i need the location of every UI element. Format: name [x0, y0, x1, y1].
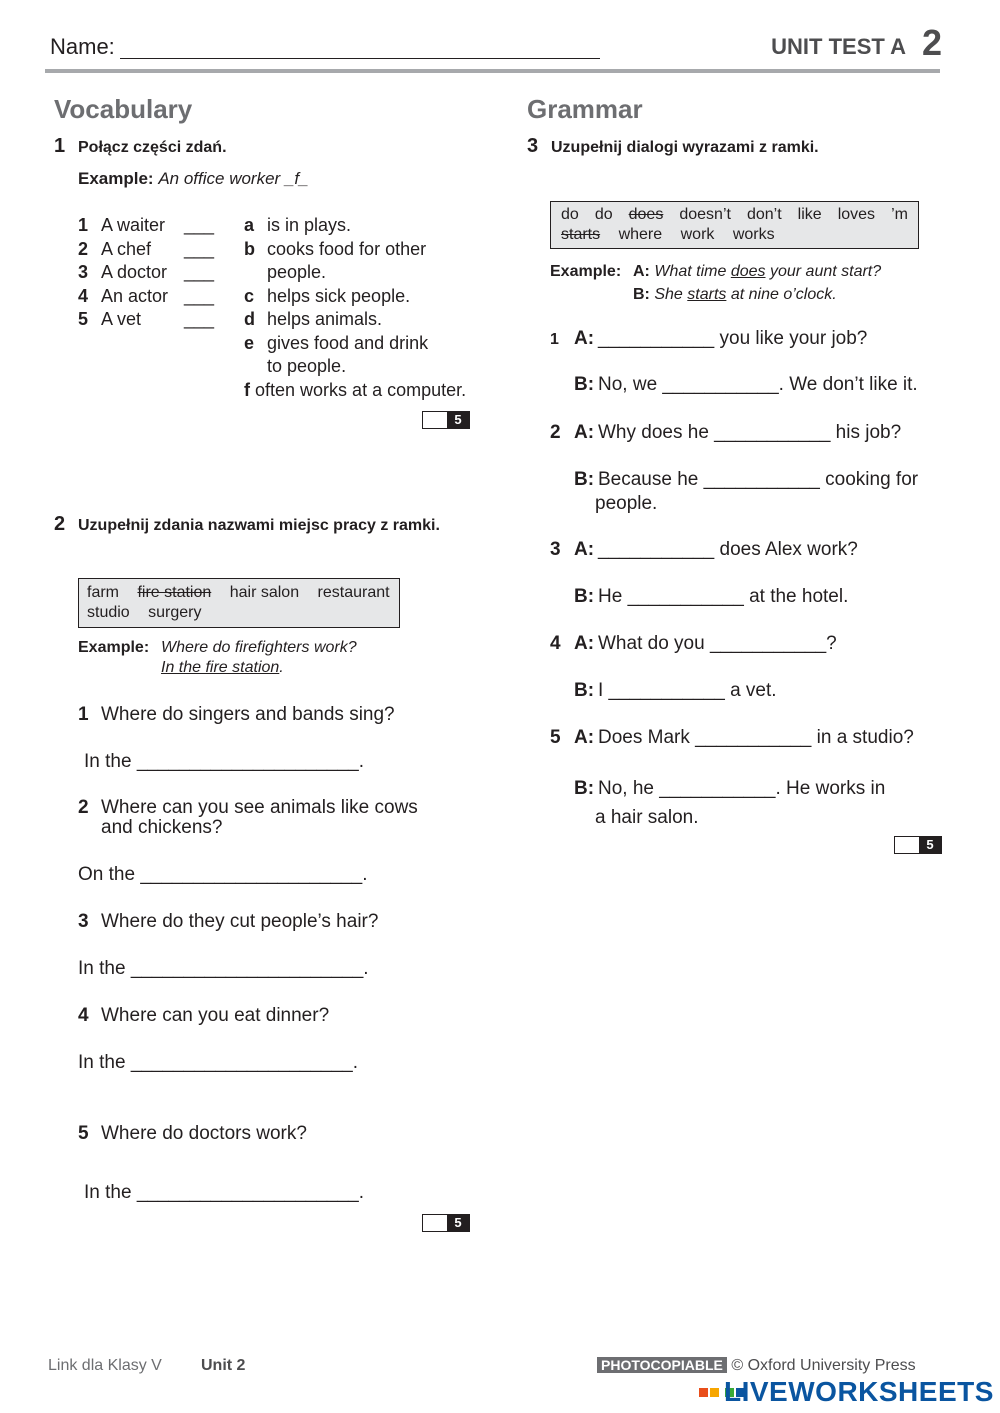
dialogue-line-b: B: Because he ___________ cooking for people. — [574, 469, 919, 514]
exercise-2-score-box: 5 — [422, 1214, 470, 1232]
dialogue-blank[interactable]: Why does he ___________ his job? — [598, 422, 902, 443]
footer-copyright-block — [597, 1357, 916, 1375]
match-item: 4 An actor ___ — [78, 285, 215, 306]
liveworksheets-wordmark: LIVEWORKSHEETS — [724, 1376, 994, 1407]
match-option: d helps animals. — [244, 309, 383, 329]
dialogue-blank[interactable]: Because he ___________ cooking for — [598, 469, 919, 490]
footer-course: Link dla Klasy V — [48, 1357, 162, 1374]
match-option: people. — [267, 262, 327, 282]
name-label: Name: — [50, 34, 115, 59]
match-option: b cooks food for other — [244, 238, 427, 259]
exercise-1-items — [78, 214, 214, 332]
question-item: 2 Where can you see animals like cows and chickens? — [78, 797, 418, 838]
exercise-2-number: 2 — [54, 513, 66, 535]
match-answer-blank[interactable]: ___ — [184, 238, 215, 259]
dialogue-blank[interactable]: ___________ you like your job? — [598, 328, 868, 349]
dialogue-blank[interactable]: Does Mark ___________ in a studio? — [598, 727, 914, 748]
unit-test-label: UNIT TEST A — [771, 34, 906, 59]
dialogue-blank[interactable]: I ___________ a vet. — [598, 680, 777, 701]
exercise-3-score-box: 5 — [894, 836, 942, 854]
dialogue-line-a: 4 A: What do you ___________? — [550, 633, 837, 654]
dialogue-blank[interactable]: What do you ___________? — [598, 633, 837, 654]
exercise-2-example: Example: Where do firefighters work? In the fire station. — [78, 639, 357, 676]
word-option: surgery — [148, 604, 202, 621]
dialogue-line-b: B: No, we ___________. We don’t like it. — [574, 374, 918, 395]
match-option: f often works at a computer. — [244, 379, 467, 400]
word-option: ’m — [891, 206, 908, 223]
answer-blank[interactable]: In the _____________________. — [78, 1052, 358, 1073]
answer-blank[interactable]: In the _____________________. — [84, 751, 364, 772]
dialogue-line-b: B: No, he ___________. He works in a hair salon. — [574, 778, 886, 828]
match-option: e gives food and drink — [244, 332, 429, 353]
word-option: work — [680, 226, 715, 243]
header-rule — [45, 69, 940, 73]
match-item: 2 A chef ___ — [78, 238, 215, 259]
exercise-3-example: Example: A: What time does your aunt start? B: She starts at nine o’clock. — [550, 263, 882, 303]
word-option-used: fire station — [137, 584, 212, 601]
word-option-used: starts — [561, 226, 601, 243]
word-option: works — [732, 226, 775, 243]
exercise-3-number: 3 — [527, 135, 539, 157]
grammar-heading: Grammar — [527, 94, 643, 124]
question-item: 5 Where do doctors work? — [78, 1123, 307, 1144]
answer-blank[interactable]: In the ______________________. — [78, 958, 369, 979]
word-option: restaurant — [317, 584, 390, 601]
answer-blank[interactable]: On the _____________________. — [78, 864, 368, 885]
word-option: loves — [837, 206, 876, 223]
answer-blank[interactable]: In the _____________________. — [84, 1182, 364, 1203]
question-item: 3 Where do they cut people’s hair? — [78, 911, 379, 932]
match-option: to people. — [267, 356, 347, 376]
word-option: don’t — [746, 206, 782, 223]
dialogue-line-a: 1 A: ___________ you like your job? — [550, 328, 868, 349]
word-option: do — [561, 206, 579, 223]
match-answer-blank[interactable]: ___ — [184, 262, 215, 282]
name-input-line[interactable] — [120, 58, 600, 59]
match-item: 5 A vet ___ — [78, 309, 215, 329]
dialogue-blank[interactable]: He ___________ at the hotel. — [598, 586, 849, 607]
question-item: 1 Where do singers and bands sing? — [78, 704, 395, 725]
vocabulary-heading: Vocabulary — [54, 94, 193, 124]
match-answer-blank[interactable]: ___ — [184, 309, 215, 329]
match-option: c helps sick people. — [244, 285, 411, 306]
dialogue-line-a: 2 A: Why does he ___________ his job? — [550, 422, 902, 443]
word-box-ex3 — [550, 201, 919, 249]
exercise-1-score-box: 5 — [422, 411, 470, 429]
word-option: studio — [87, 604, 130, 621]
dialogue-line-b: B: I ___________ a vet. — [574, 680, 777, 701]
unit-number: 2 — [921, 22, 942, 63]
exercise-2-instruction: Uzupełnij zdania nazwami miejsc pracy z ramki. — [78, 517, 440, 534]
word-option-used: does — [628, 206, 664, 223]
word-option: like — [797, 206, 822, 223]
dialogue-line-a: 5 A: Does Mark ___________ in a studio? — [550, 727, 914, 748]
word-option: do — [594, 206, 613, 223]
match-item: 3 A doctor ___ — [78, 262, 215, 282]
question-item: 4 Where can you eat dinner? — [78, 1005, 330, 1026]
dialogue-line-a: 3 A: ___________ does Alex work? — [550, 539, 858, 560]
word-option: where — [618, 226, 663, 243]
exercise-1-example: Example: An office worker _f_ — [78, 169, 309, 188]
match-item: 1 A waiter ___ — [78, 215, 215, 235]
dialogue-line-b: B: He ___________ at the hotel. — [574, 586, 849, 607]
liveworksheets-logo-icon — [698, 1387, 722, 1398]
word-box-ex2 — [78, 578, 400, 628]
exercise-3-instruction: Uzupełnij dialogi wyrazami z ramki. — [551, 139, 819, 156]
match-answer-blank[interactable]: ___ — [184, 215, 215, 235]
match-option: a is in plays. — [244, 215, 352, 235]
footer-unit: Unit 2 — [201, 1357, 246, 1374]
exercise-1-number: 1 — [54, 135, 66, 157]
word-option: farm — [87, 584, 119, 601]
copyright-text: © Oxford University Press — [731, 1357, 916, 1374]
liveworksheets-brand[interactable] — [698, 1376, 994, 1408]
dialogue-blank[interactable]: No, he ___________. He works in — [598, 778, 886, 799]
word-option: hair salon — [229, 584, 300, 601]
exercise-1-instruction: Połącz części zdań. — [78, 139, 227, 156]
match-answer-blank[interactable]: ___ — [184, 285, 215, 306]
exercise-1-options — [244, 214, 466, 402]
dialogue-blank[interactable]: ___________ does Alex work? — [598, 539, 858, 560]
photocopiable-badge: PHOTOCOPIABLE — [597, 1357, 727, 1373]
dialogue-blank[interactable]: No, we ___________. We don’t like it. — [598, 374, 918, 395]
word-option: doesn’t — [679, 206, 731, 223]
